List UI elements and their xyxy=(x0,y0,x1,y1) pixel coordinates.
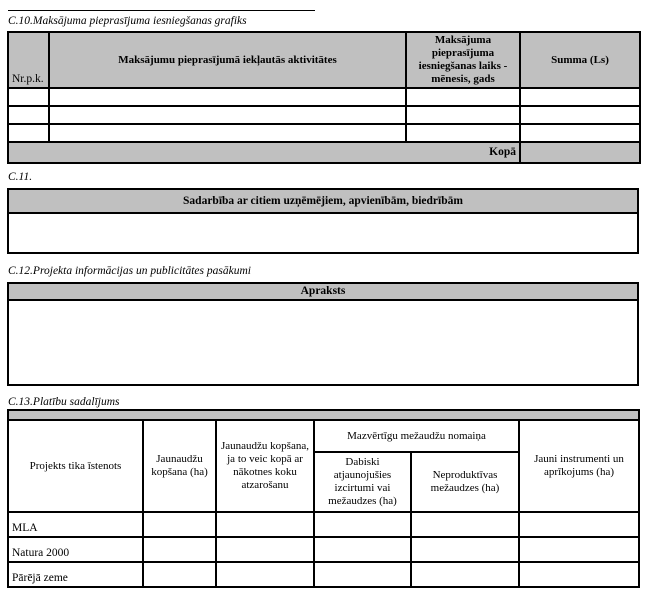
c10-cell-sum[interactable] xyxy=(520,106,640,124)
c13-header-unproductive: Neproduktīvas mežaudzes (ha) xyxy=(411,452,519,512)
c13-top-bar-row xyxy=(8,410,639,420)
c10-cell-activity[interactable] xyxy=(49,106,406,124)
c10-data-row xyxy=(8,124,640,142)
c10-cell-nr[interactable] xyxy=(8,88,49,106)
c10-total-row xyxy=(8,142,640,163)
c10-table xyxy=(7,31,641,164)
c13-cell[interactable] xyxy=(216,562,314,587)
c13-cell[interactable] xyxy=(519,537,639,562)
c12-section-label: C.12.Projekta informācijas un publicitātes pasākumi xyxy=(8,265,251,277)
c13-row-natura2000 xyxy=(8,537,639,562)
c11-body-row xyxy=(8,213,638,253)
c10-total-label: Kopā xyxy=(8,142,520,163)
c12-body-cell[interactable] xyxy=(8,300,638,385)
c10-data-row xyxy=(8,106,640,124)
c12-body-row xyxy=(8,300,638,385)
c10-header-activities: Maksājumu pieprasījumā iekļautās aktivitātes xyxy=(49,32,406,88)
c13-row-mla xyxy=(8,512,639,537)
c13-cell[interactable] xyxy=(216,512,314,537)
c13-table xyxy=(7,409,640,588)
c11-section-label: C.11. xyxy=(8,171,33,183)
c10-total-sum-cell[interactable] xyxy=(520,142,640,163)
c13-row-label: Pārējā zeme xyxy=(8,562,143,587)
c12-header-row xyxy=(8,283,638,300)
c10-cell-nr[interactable] xyxy=(8,106,49,124)
c10-cell-time[interactable] xyxy=(406,124,520,142)
c10-cell-sum[interactable] xyxy=(520,124,640,142)
c13-header-young-stand-with-pruning: Jaunaudžu kopšana, ja to veic kopā ar nākotnes koku atzarošanu xyxy=(216,420,314,512)
c13-header-young-stand-tending: Jaunaudžu kopšana (ha) xyxy=(143,420,216,512)
c13-top-bar xyxy=(8,410,639,420)
c13-cell[interactable] xyxy=(411,562,519,587)
c13-cell[interactable] xyxy=(314,562,411,587)
c13-section-label: C.13.Platību sadalījums xyxy=(8,396,120,408)
c11-header: Sadarbība ar citiem uzņēmējiem, apvienībām, biedrībām xyxy=(8,189,638,213)
c13-cell[interactable] xyxy=(411,537,519,562)
c13-header-new-instruments: Jauni instrumenti un aprīkojums (ha) xyxy=(519,420,639,512)
c13-cell[interactable] xyxy=(314,512,411,537)
c10-cell-activity[interactable] xyxy=(49,88,406,106)
c13-cell[interactable] xyxy=(314,537,411,562)
c10-cell-nr[interactable] xyxy=(8,124,49,142)
c13-cell[interactable] xyxy=(519,562,639,587)
c13-header-project: Projekts tika īstenots xyxy=(8,420,143,512)
c10-cell-activity[interactable] xyxy=(49,124,406,142)
c10-section-label: C.10.Maksājuma pieprasījuma iesniegšanas grafiks xyxy=(8,15,247,27)
c10-cell-time[interactable] xyxy=(406,106,520,124)
c10-header-sum: Summa (Ls) xyxy=(520,32,640,88)
c13-cell[interactable] xyxy=(216,537,314,562)
c10-header-nr: Nr.p.k. xyxy=(8,32,49,88)
c11-header-row xyxy=(8,189,638,213)
c13-row-pareja-zeme xyxy=(8,562,639,587)
c13-header-row-top xyxy=(8,420,639,452)
c13-header-naturally-regenerated: Dabiski atjaunojušies izcirtumi vai mežaudzes (ha) xyxy=(314,452,411,512)
c10-header-time: Maksājuma pieprasījuma iesniegšanas laiks - mēnesis, gads xyxy=(406,32,520,88)
c13-cell[interactable] xyxy=(411,512,519,537)
c10-data-row xyxy=(8,88,640,106)
c10-cell-time[interactable] xyxy=(406,88,520,106)
c10-cell-sum[interactable] xyxy=(520,88,640,106)
c13-row-label: MLA xyxy=(8,512,143,537)
c13-row-label: Natura 2000 xyxy=(8,537,143,562)
c12-header: Apraksts xyxy=(8,283,638,300)
c12-table xyxy=(7,282,639,386)
c11-body-cell[interactable] xyxy=(8,213,638,253)
c13-cell[interactable] xyxy=(519,512,639,537)
c11-table xyxy=(7,188,639,254)
top-divider-line xyxy=(8,10,315,11)
c10-header-row xyxy=(8,32,640,88)
c13-cell[interactable] xyxy=(143,537,216,562)
c13-cell[interactable] xyxy=(143,562,216,587)
c13-header-low-value-replacement: Mazvērtīgu mežaudžu nomaiņa xyxy=(314,420,519,452)
c13-cell[interactable] xyxy=(143,512,216,537)
